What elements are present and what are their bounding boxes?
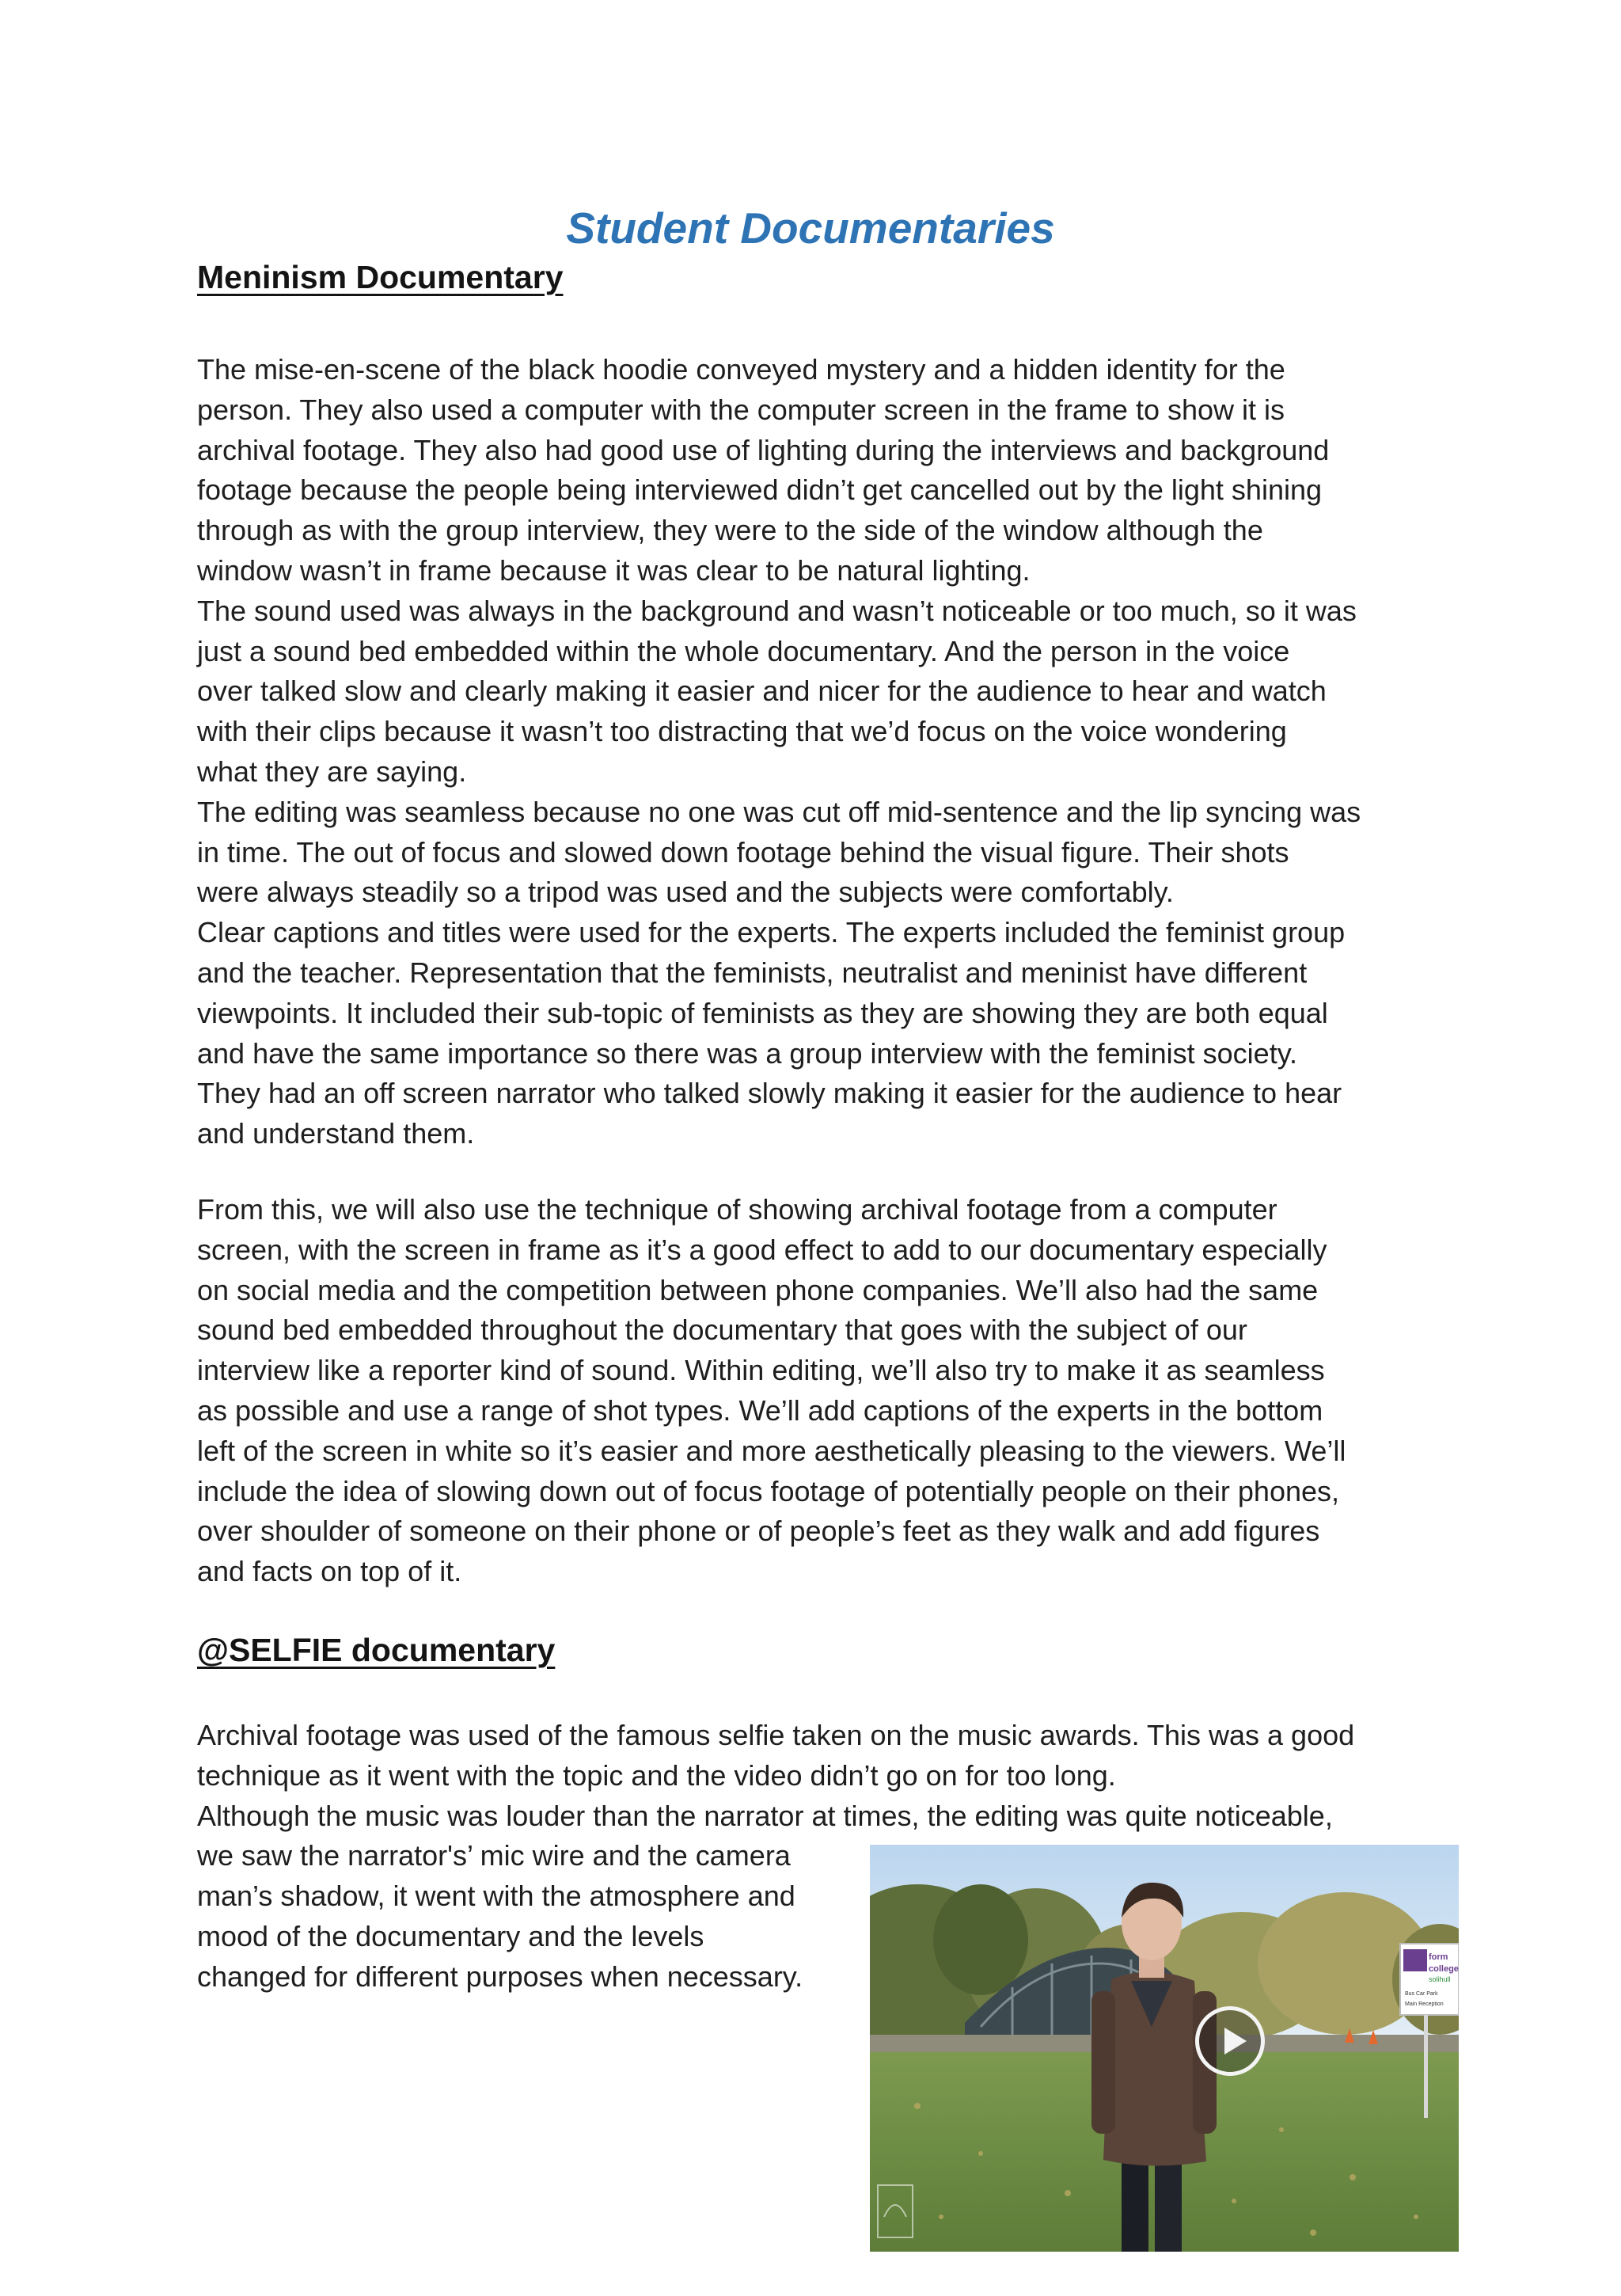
text-line: in time. The out of focus and slowed down footage behind the visual figure. Their shots	[197, 835, 1289, 869]
sign-text: Bus Car Park	[1405, 1991, 1438, 1997]
text-line: we saw the narrator's’ mic wire and the camera	[197, 1839, 791, 1872]
text-line: over shoulder of someone on their phone or of people’s feet as they walk and add figures	[197, 1515, 1320, 1548]
sign-text: solihull	[1429, 1975, 1451, 1983]
text-line: screen, with the screen in frame as it’s a good effect to add to our documentary especially	[197, 1233, 1327, 1266]
sign-text: form	[1429, 1952, 1448, 1962]
text-line: include the idea of slowing down out of focus footage of potentially people on their phones,	[197, 1474, 1340, 1507]
text-line: Although the music was louder than the narrator at times, the editing was quite noticeable,	[197, 1799, 1333, 1832]
text-line: and have the same importance so there was a group interview with the feminist society.	[197, 1036, 1298, 1070]
text-line: person. They also used a computer with the computer screen in the frame to show it is	[197, 393, 1285, 426]
text-line: window wasn’t in frame because it was clear to be natural lighting.	[197, 553, 1031, 587]
section-heading-selfie: @SELFIE documentary	[197, 1632, 556, 1668]
text-line: and facts on top of it.	[197, 1555, 462, 1588]
text-line: with their clips because it wasn’t too distracting that we’d focus on the voice wondering	[197, 715, 1287, 748]
text-line: what they are saying.	[197, 755, 467, 788]
sign-text: Main Reception	[1405, 2001, 1444, 2007]
text-line: interview like a reporter kind of sound. Within editing, we’ll also try to make it as seamless	[197, 1354, 1325, 1387]
paragraph-meninism-plans	[197, 1190, 1346, 1592]
page-title: Student Documentaries	[566, 203, 1055, 253]
text-line: mood of the documentary and the levels	[197, 1919, 704, 1952]
video-still-image	[870, 1845, 1459, 2252]
text-line: From this, we will also use the technique of showing archival footage from a computer	[197, 1193, 1277, 1226]
section-heading-meninism: Meninism Documentary	[197, 259, 564, 295]
text-line: The editing was seamless because no one was cut off mid-sentence and the lip syncing was	[197, 795, 1361, 828]
text-line: and understand them.	[197, 1117, 475, 1150]
text-line: They had an off screen narrator who talked slowly making it easier for the audience to hear	[197, 1077, 1342, 1110]
text-line: just a sound bed embedded within the whole documentary. And the person in the voice	[197, 634, 1290, 667]
text-line: footage because the people being interviewed didn’t get cancelled out by the light shining	[197, 473, 1323, 507]
text-line: on social media and the competition between phone companies. We’ll also had the same	[197, 1273, 1319, 1306]
text-line: archival footage. They also had good use of lighting during the interviews and background	[197, 433, 1330, 466]
text-line: The mise-en-scene of the black hoodie conveyed mystery and a hidden identity for the	[197, 353, 1285, 386]
text-line: viewpoints. It included their sub-topic of feminists as they are showing they are both equal	[197, 996, 1328, 1029]
text-line: and the teacher. Representation that the feminists, neutralist and meninist have different	[197, 956, 1308, 989]
text-line: technique as it went with the topic and the video didn’t go on for too long.	[197, 1758, 1116, 1792]
text-line: were always steadily so a tripod was used and the subjects were comfortably.	[197, 876, 1174, 909]
text-line: through as with the group interview, they were to the side of the window although the	[197, 514, 1263, 547]
text-line: man’s shadow, it went with the atmosphere and	[197, 1880, 795, 1913]
text-line: The sound used was always in the background and wasn’t noticeable or too much, so it was	[197, 594, 1357, 627]
sign-text: college	[1429, 1964, 1459, 1974]
play-icon[interactable]	[1195, 2006, 1265, 2076]
text-line: changed for different purposes when necessary.	[197, 1960, 803, 1993]
paragraph-meninism-analysis	[197, 350, 1361, 1154]
text-line: as possible and use a range of shot types. We’ll add captions of the experts in the bottom	[197, 1393, 1323, 1427]
text-line: sound bed embedded throughout the documentary that goes with the subject of our	[197, 1313, 1247, 1347]
text-line: Clear captions and titles were used for the experts. The experts included the feminist group	[197, 916, 1346, 949]
text-line: Archival footage was used of the famous selfie taken on the music awards. This was a good	[197, 1719, 1355, 1751]
text-line: over talked slow and clearly making it easier and nicer for the audience to hear and watch	[197, 675, 1327, 708]
video-thumbnail[interactable]	[870, 1845, 1459, 2252]
text-line: left of the screen in white so it’s easier and more aesthetically pleasing to the viewers. We’ll	[197, 1434, 1346, 1467]
